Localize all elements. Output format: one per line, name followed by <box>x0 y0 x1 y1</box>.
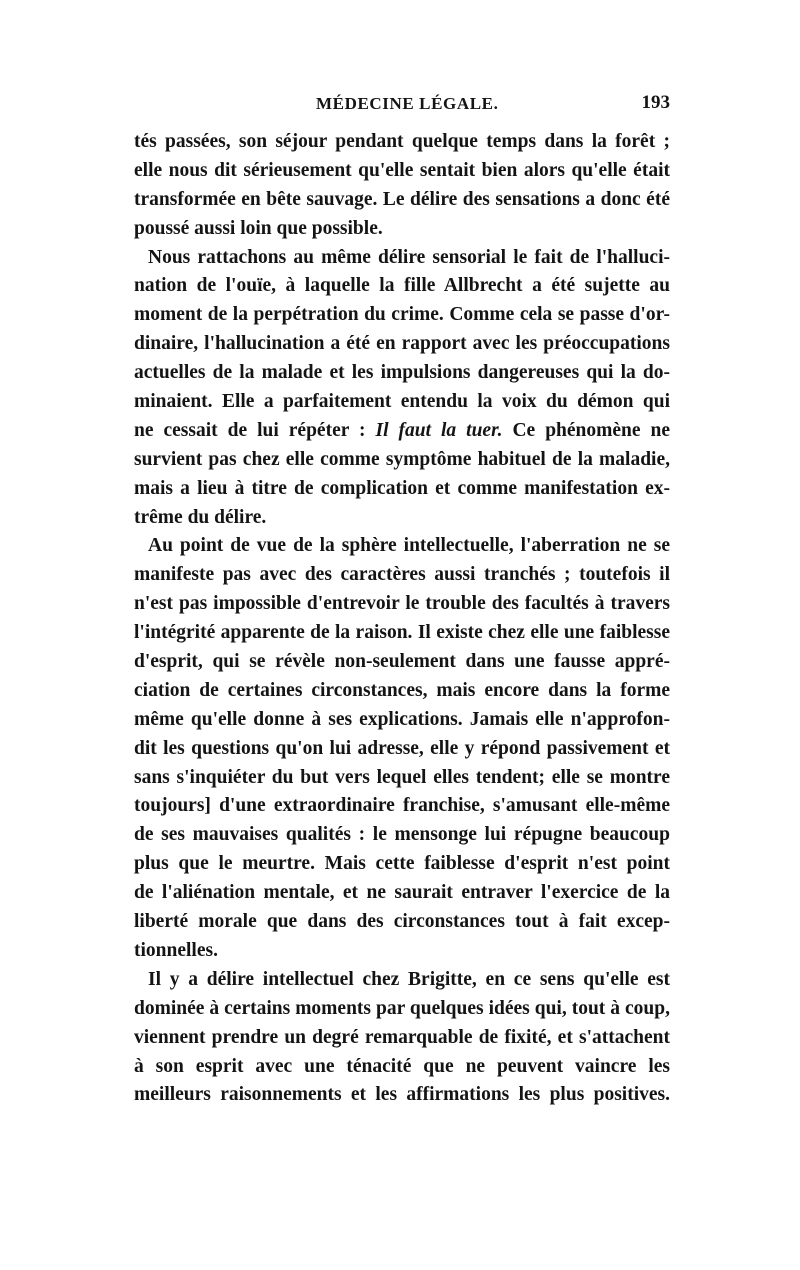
text-line: n'est pas impossible d'entrevoir le trouble des facultés à travers <box>134 593 670 615</box>
text-line: trême du délire. <box>134 506 267 528</box>
italic-quote: Il faut la tuer. <box>375 419 503 441</box>
text-line: ciation de certaines circonstances, mais encore dans la forme <box>134 679 670 701</box>
text-line: à son esprit avec une ténacité que ne peuvent vaincre les <box>134 1055 670 1077</box>
text-line: poussé aussi loin que possible. <box>134 217 383 239</box>
text-line: viennent prendre un degré remarquable de fixité, et s'attachent <box>134 1026 670 1048</box>
text-line: survient pas chez elle comme symptôme habituel de la maladie, <box>134 448 670 470</box>
text-line: plus que le meurtre. Mais cette faiblesse d'esprit n'est point <box>134 853 670 875</box>
page-number: 193 <box>641 92 670 113</box>
text-line: tionnelles. <box>134 939 218 961</box>
running-title: MÉDECINE LÉGALE. <box>316 94 499 113</box>
text-line: toujours] d'une extraordinaire franchise, s'amusant elle-même <box>134 795 670 817</box>
text-line: moment de la perpétration du crime. Comme cela se passe d'or- <box>134 304 670 326</box>
text-line: transformée en bête sauvage. Le délire des sensations a donc été <box>134 188 670 210</box>
text-line: Il y a délire intellectuel chez Brigitte, en ce sens qu'elle est <box>148 968 670 990</box>
page-header <box>134 94 670 120</box>
text-line: de ses mauvaises qualités : le mensonge lui répugne beaucoup <box>134 824 670 846</box>
text-line: l'intégrité apparente de la raison. Il existe chez elle une faiblesse <box>134 622 670 644</box>
text-line: meilleurs raisonnements et les affirmations les plus positives. <box>134 1084 670 1106</box>
text-line: même qu'elle donne à ses explications. Jamais elle n'approfon- <box>134 708 670 730</box>
body-text <box>134 128 670 1110</box>
text-line: dit les questions qu'on lui adresse, elle y répond passivement et <box>134 737 670 759</box>
text-line: dinaire, l'hallucination a été en rapport avec les préoccupations <box>134 333 670 355</box>
text-line: sans s'inquiéter du but vers lequel elles tendent; elle se montre <box>134 766 670 788</box>
text-line: dominée à certains moments par quelques idées qui, tout à coup, <box>134 997 670 1019</box>
text-line: d'esprit, qui se révèle non-seulement dans une fausse appré- <box>134 651 670 673</box>
text-line: minaient. Elle a parfaitement entendu la voix du démon qui <box>134 391 670 413</box>
text-line-end: Ce phénomène ne <box>512 419 670 441</box>
text-line-with-quote <box>134 417 670 446</box>
text-line-start: ne cessait de lui répéter : <box>134 419 366 441</box>
text-line: Nous rattachons au même délire sensorial le fait de l'halluci- <box>148 246 670 268</box>
text-line: liberté morale que dans des circonstances tout à fait excep- <box>134 911 670 933</box>
text-line: Au point de vue de la sphère intellectuelle, l'aberration ne se <box>148 535 670 557</box>
text-line: mais a lieu à titre de complication et comme manifestation ex- <box>134 477 670 499</box>
text-line: tés passées, son séjour pendant quelque temps dans la forêt ; <box>134 131 670 152</box>
text-line: actuelles de la malade et les impulsions dangereuses qui la do- <box>134 362 670 384</box>
text-line: elle nous dit sérieusement qu'elle sentait bien alors qu'elle était <box>134 159 670 181</box>
text-line: manifeste pas avec des caractères aussi tranchés ; toutefois il <box>134 564 670 586</box>
text-line: de l'aliénation mentale, et ne saurait entraver l'exercice de la <box>134 882 670 904</box>
text-line: nation de l'ouïe, à laquelle la fille Allbrecht a été sujette au <box>134 275 670 297</box>
